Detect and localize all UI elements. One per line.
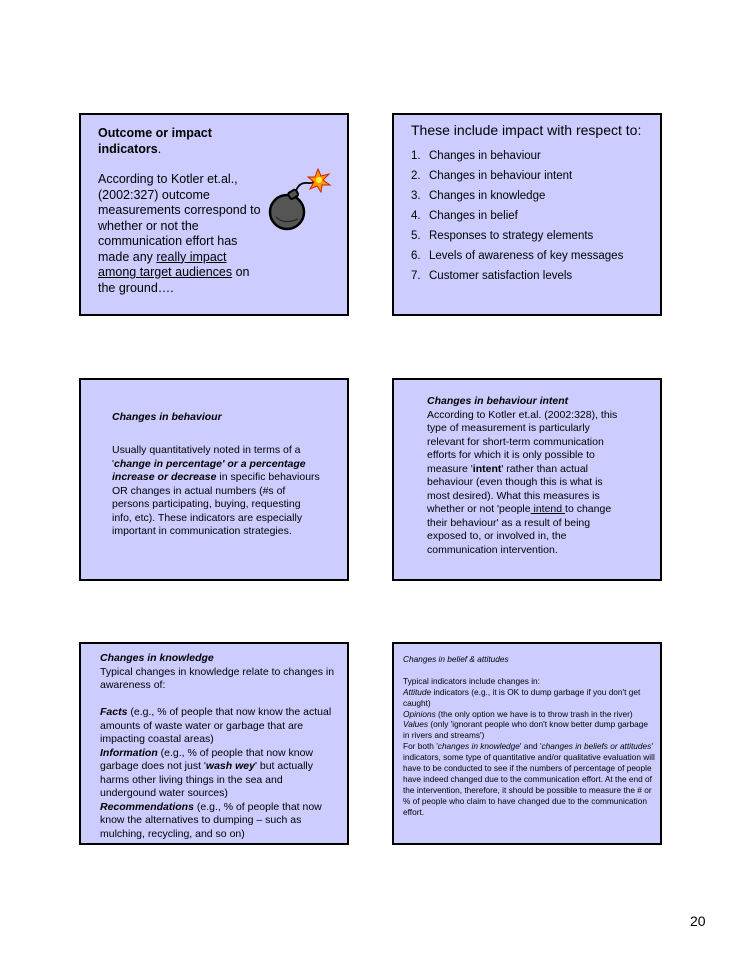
information-item: Information (e.g., % of people that now know garbage does not just 'wash wey' but actually harms other living things in the sea and undergound water sources) [100, 746, 314, 799]
slide-changes-behaviour-intent [392, 378, 662, 581]
list-item: 2. Changes in behaviour intent [411, 170, 573, 182]
both-indicators-text: For both 'changes in knowledge' and 'changes in beliefs or attitudes' indicators, some type of quantitative and/or qualitative evaluation will have to be conducted to see if the numbers of percentage of people have indeed changed due to the communication effort. At the end of the intervention, therefore, it should be possible to measure the # or % of people who claim to have changed due to the communication effort. [403, 741, 655, 817]
slide-title: Changes in belief & attitudes [403, 654, 509, 664]
impact-list [411, 149, 623, 289]
opinions-item: Opinions (the only option we have is to throw trash in the river) [403, 708, 633, 719]
page-number: 20 [690, 913, 706, 929]
slide-title: Changes in behaviour [112, 411, 222, 423]
slide-title: Outcome or impact indicators. [98, 126, 212, 156]
slide-title: These include impact with respect to: [411, 122, 642, 138]
slide-changes-behaviour [79, 378, 349, 581]
list-item: 5. Responses to strategy elements [411, 230, 594, 242]
recommendations-item: Recommendations (e.g., % of people that now know the alternatives to dumping – such as mulching, recycling, and so on) [100, 800, 322, 840]
slide-impact-list [392, 113, 662, 316]
list-item: 3. Changes in knowledge [411, 190, 546, 202]
facts-item: Facts (e.g., % of people that now know the actual amounts of waste water or garbage that are impacting coastal areas) [100, 706, 332, 745]
slide-body: Usually quantitatively noted in terms of a 'change in percentage' or a percentage increase or decrease in specific behaviours OR changes in actual numbers (#s of persons participating, buying, requesting info, etc). These indicators are especially important in communication strategies. [112, 444, 320, 537]
slide-body: Changes in belief & attitudes Typical indicators include changes in: Attitude indicators (e.g., it is OK to dump garbage if you don't get caught) Opinions (the only option we have is to throw trash in the river) Values (only 'ignorant people who don't know better dump garbage in rivers and streams') For both 'changes in knowledge' and 'changes in beliefs or attitudes' indicators, some type of quantitative and/or qualitative evaluation will have to be conducted to see if the numbers of percentage of people have indeed changed due to the communication effort. At the end of the intervention, therefore, it should be possible to measure the # or % of people who claim to have changed due to the communication effort. [403, 654, 655, 817]
values-item: Values (only 'ignorant people who don't know better dump garbage in rivers and streams') [403, 719, 649, 741]
slide-body: According to Kotler et.al., (2002:327) outcome measurements correspond to whether or not the communication effort has made any really impact among target audiences on the ground…. [98, 172, 261, 295]
attitude-item: Attitude indicators (e.g., it is OK to dump garbage if you don't get caught) [403, 686, 641, 708]
slide-title: Changes in behaviour intent [427, 395, 569, 407]
slide-body: Changes in knowledge Typical changes in knowledge relate to changes in awareness of: Facts (e.g., % of people that now know the actual amounts of waste water or garbage that are impacting coastal areas) Information (e.g., % of people that now know garbage does not just 'wash wey' but actually harms other living things in the sea and undergound water sources) Recommendations (e.g., % of people that now know the alternatives to dumping – such as mulching, recycling, and so on) [100, 652, 340, 841]
slide-changes-belief-attitudes [392, 642, 662, 845]
list-item: 4. Changes in belief [411, 210, 518, 222]
slide-body: Changes in behaviour intent According to Kotler et.al. (2002:328), this type of measurement is particularly relevant for short-term communication efforts for which it is only possible to measure 'intent' rather than actual behaviour (even though this is what is most desired). What this measures is whether or not 'people intend to change their behaviour' as a result of being exposed to, or involved in, the communication intervention. [427, 395, 627, 557]
underlined-text: really impact among target audiences [98, 249, 233, 279]
bomb-icon [263, 165, 333, 235]
list-item: 6. Levels of awareness of key messages [411, 250, 624, 262]
slide-outcome-indicators [79, 113, 349, 316]
list-item: 7. Customer satisfaction levels [411, 270, 573, 282]
slide-changes-knowledge [79, 642, 349, 845]
list-item: 1. Changes in behaviour [411, 150, 541, 162]
slide-title: Changes in knowledge [100, 652, 214, 664]
